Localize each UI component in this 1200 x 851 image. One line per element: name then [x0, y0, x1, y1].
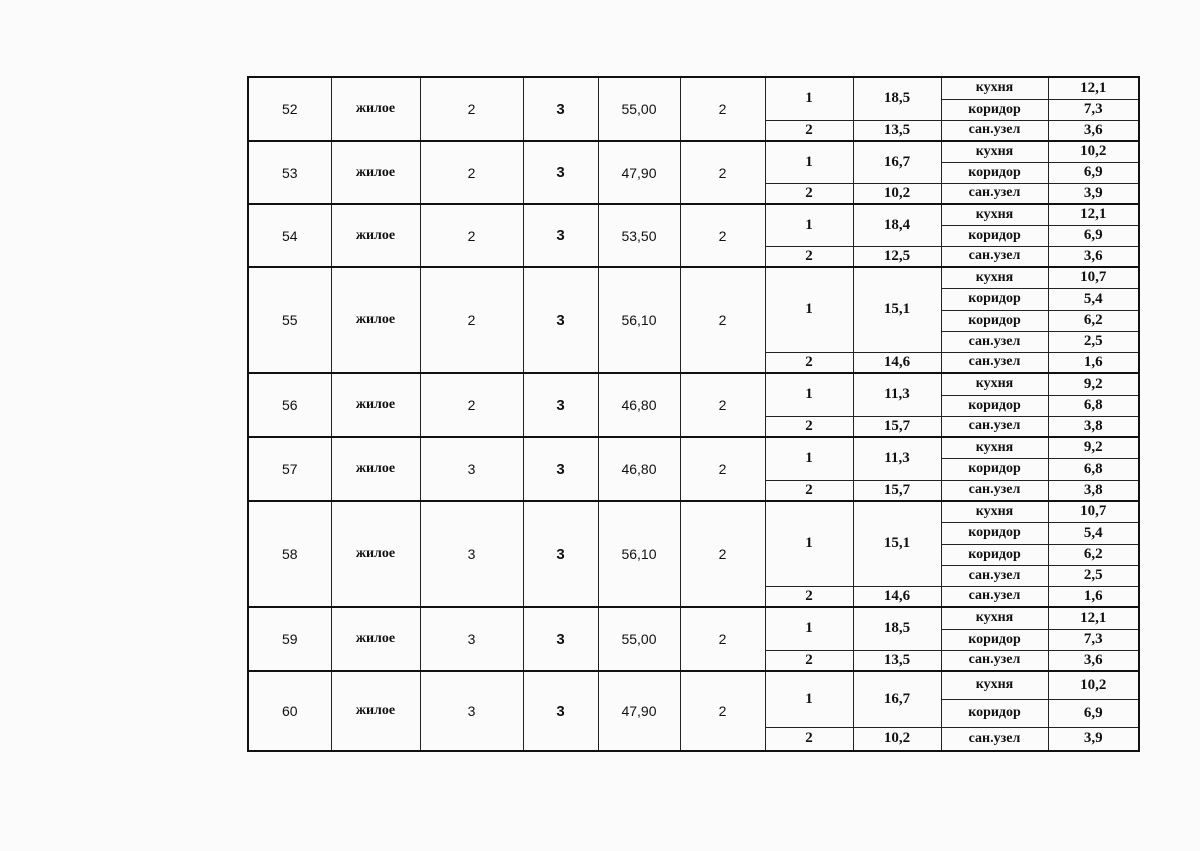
column-3-value: 2: [420, 141, 523, 204]
aux-room-area: 12,1: [1048, 607, 1139, 629]
apartment-group: [248, 501, 1139, 607]
aux-room-area: 6,2: [1048, 544, 1139, 565]
apartment-number: 55: [248, 267, 331, 373]
apartment-group: [248, 671, 1139, 751]
apartment-number: 57: [248, 437, 331, 501]
living-room-area: 15,7: [853, 416, 941, 437]
aux-room-name: сан.узел: [941, 586, 1048, 607]
aux-room-name: коридор: [941, 99, 1048, 120]
aux-room-name: кухня: [941, 77, 1048, 99]
column-3-value: 2: [420, 204, 523, 267]
living-room-index: 2: [765, 480, 853, 501]
aux-room-name: кухня: [941, 267, 1048, 288]
column-3-value: 2: [420, 77, 523, 141]
aux-room-name: коридор: [941, 544, 1048, 565]
column-3-value: 2: [420, 373, 523, 437]
aux-room-name: кухня: [941, 501, 1048, 522]
premises-type: жилое: [331, 204, 420, 267]
column-4-value: 3: [523, 501, 598, 607]
living-room-index: 2: [765, 120, 853, 141]
aux-room-area: 5,4: [1048, 288, 1139, 310]
aux-room-area: 6,8: [1048, 458, 1139, 480]
apartment-group: [248, 77, 1139, 141]
aux-room-area: 9,2: [1048, 437, 1139, 458]
living-room-area: 12,5: [853, 246, 941, 267]
living-room-index: 1: [765, 267, 853, 352]
total-area: 56,10: [598, 501, 680, 607]
aux-room-name: сан.узел: [941, 120, 1048, 141]
aux-room-area: 3,9: [1048, 183, 1139, 204]
premises-type: жилое: [331, 671, 420, 751]
living-room-area: 18,5: [853, 77, 941, 120]
living-room-index: 2: [765, 183, 853, 204]
column-3-value: 3: [420, 607, 523, 671]
living-rooms-count: 2: [680, 141, 765, 204]
aux-room-area: 3,8: [1048, 416, 1139, 437]
aux-room-area: 6,9: [1048, 162, 1139, 183]
living-room-area: 15,7: [853, 480, 941, 501]
living-room-index: 1: [765, 501, 853, 586]
table-row: [248, 501, 1139, 522]
aux-room-name: коридор: [941, 522, 1048, 544]
column-3-value: 3: [420, 501, 523, 607]
living-room-index: 2: [765, 352, 853, 373]
aux-room-area: 2,5: [1048, 565, 1139, 586]
aux-room-name: коридор: [941, 629, 1048, 650]
aux-room-area: 6,9: [1048, 699, 1139, 727]
apartment-number: 58: [248, 501, 331, 607]
living-room-area: 15,1: [853, 501, 941, 586]
aux-room-name: сан.узел: [941, 650, 1048, 671]
aux-room-area: 6,2: [1048, 310, 1139, 331]
living-rooms-count: 2: [680, 501, 765, 607]
aux-room-name: кухня: [941, 373, 1048, 395]
living-rooms-count: 2: [680, 204, 765, 267]
apartment-number: 60: [248, 671, 331, 751]
column-4-value: 3: [523, 77, 598, 141]
aux-room-name: кухня: [941, 141, 1048, 162]
apartment-group: [248, 141, 1139, 204]
living-room-index: 2: [765, 586, 853, 607]
aux-room-name: коридор: [941, 458, 1048, 480]
column-3-value: 2: [420, 267, 523, 373]
aux-room-name: кухня: [941, 607, 1048, 629]
aux-room-area: 3,6: [1048, 120, 1139, 141]
column-4-value: 3: [523, 373, 598, 437]
aux-room-name: сан.узел: [941, 480, 1048, 501]
apartment-group: [248, 267, 1139, 373]
apartment-group: [248, 607, 1139, 671]
table-row: [248, 204, 1139, 225]
apartments-table: [247, 76, 1140, 752]
total-area: 46,80: [598, 437, 680, 501]
total-area: 53,50: [598, 204, 680, 267]
living-room-index: 2: [765, 416, 853, 437]
aux-room-area: 12,1: [1048, 77, 1139, 99]
apartment-number: 56: [248, 373, 331, 437]
living-room-area: 10,2: [853, 727, 941, 751]
living-room-area: 14,6: [853, 352, 941, 373]
living-rooms-count: 2: [680, 373, 765, 437]
table-row: [248, 607, 1139, 629]
table-row: [248, 77, 1139, 99]
aux-room-area: 1,6: [1048, 586, 1139, 607]
column-4-value: 3: [523, 204, 598, 267]
living-room-area: 13,5: [853, 650, 941, 671]
column-3-value: 3: [420, 437, 523, 501]
apartment-group: [248, 373, 1139, 437]
living-room-index: 2: [765, 727, 853, 751]
column-4-value: 3: [523, 607, 598, 671]
living-rooms-count: 2: [680, 671, 765, 751]
aux-room-name: коридор: [941, 310, 1048, 331]
aux-room-area: 2,5: [1048, 331, 1139, 352]
aux-room-area: 10,7: [1048, 267, 1139, 288]
aux-room-area: 6,9: [1048, 225, 1139, 246]
total-area: 47,90: [598, 671, 680, 751]
total-area: 56,10: [598, 267, 680, 373]
total-area: 55,00: [598, 607, 680, 671]
living-room-index: 1: [765, 607, 853, 650]
premises-type: жилое: [331, 141, 420, 204]
total-area: 46,80: [598, 373, 680, 437]
apartment-number: 54: [248, 204, 331, 267]
aux-room-area: 3,8: [1048, 480, 1139, 501]
living-rooms-count: 2: [680, 77, 765, 141]
table-row: [248, 373, 1139, 395]
premises-type: жилое: [331, 373, 420, 437]
aux-room-name: кухня: [941, 204, 1048, 225]
column-3-value: 3: [420, 671, 523, 751]
aux-room-area: 1,6: [1048, 352, 1139, 373]
total-area: 55,00: [598, 77, 680, 141]
living-room-index: 2: [765, 246, 853, 267]
aux-room-name: сан.узел: [941, 727, 1048, 751]
aux-room-name: сан.узел: [941, 565, 1048, 586]
living-room-index: 1: [765, 671, 853, 727]
aux-room-name: сан.узел: [941, 416, 1048, 437]
living-rooms-count: 2: [680, 267, 765, 373]
aux-room-area: 12,1: [1048, 204, 1139, 225]
living-room-index: 2: [765, 650, 853, 671]
aux-room-name: кухня: [941, 437, 1048, 458]
table-row: [248, 437, 1139, 458]
aux-room-area: 10,7: [1048, 501, 1139, 522]
column-4-value: 3: [523, 671, 598, 751]
aux-room-name: сан.узел: [941, 183, 1048, 204]
aux-room-area: 3,9: [1048, 727, 1139, 751]
living-room-area: 16,7: [853, 141, 941, 183]
premises-type: жилое: [331, 267, 420, 373]
living-room-area: 13,5: [853, 120, 941, 141]
living-room-area: 11,3: [853, 373, 941, 416]
column-4-value: 3: [523, 267, 598, 373]
table-row: [248, 267, 1139, 288]
living-rooms-count: 2: [680, 607, 765, 671]
aux-room-name: коридор: [941, 699, 1048, 727]
living-rooms-count: 2: [680, 437, 765, 501]
living-room-area: 10,2: [853, 183, 941, 204]
table-row: [248, 671, 1139, 699]
aux-room-area: 7,3: [1048, 629, 1139, 650]
aux-room-area: 10,2: [1048, 671, 1139, 699]
living-room-index: 1: [765, 373, 853, 416]
premises-type: жилое: [331, 607, 420, 671]
apartment-number: 59: [248, 607, 331, 671]
premises-type: жилое: [331, 437, 420, 501]
living-room-index: 1: [765, 77, 853, 120]
aux-room-area: 5,4: [1048, 522, 1139, 544]
aux-room-name: коридор: [941, 395, 1048, 416]
aux-room-area: 3,6: [1048, 246, 1139, 267]
living-room-area: 18,4: [853, 204, 941, 246]
aux-room-area: 3,6: [1048, 650, 1139, 671]
living-room-index: 1: [765, 437, 853, 480]
living-room-area: 18,5: [853, 607, 941, 650]
aux-room-name: сан.узел: [941, 331, 1048, 352]
aux-room-name: сан.узел: [941, 352, 1048, 373]
column-4-value: 3: [523, 141, 598, 204]
premises-type: жилое: [331, 77, 420, 141]
living-room-index: 1: [765, 141, 853, 183]
apartment-number: 53: [248, 141, 331, 204]
aux-room-area: 7,3: [1048, 99, 1139, 120]
apartment-number: 52: [248, 77, 331, 141]
aux-room-area: 6,8: [1048, 395, 1139, 416]
aux-room-name: коридор: [941, 162, 1048, 183]
aux-room-area: 9,2: [1048, 373, 1139, 395]
total-area: 47,90: [598, 141, 680, 204]
premises-type: жилое: [331, 501, 420, 607]
aux-room-name: коридор: [941, 225, 1048, 246]
living-room-area: 14,6: [853, 586, 941, 607]
living-room-area: 11,3: [853, 437, 941, 480]
aux-room-area: 10,2: [1048, 141, 1139, 162]
table-row: [248, 141, 1139, 162]
apartment-group: [248, 437, 1139, 501]
aux-room-name: кухня: [941, 671, 1048, 699]
aux-room-name: коридор: [941, 288, 1048, 310]
aux-room-name: сан.узел: [941, 246, 1048, 267]
column-4-value: 3: [523, 437, 598, 501]
living-room-area: 15,1: [853, 267, 941, 352]
apartment-group: [248, 204, 1139, 267]
living-room-area: 16,7: [853, 671, 941, 727]
living-room-index: 1: [765, 204, 853, 246]
